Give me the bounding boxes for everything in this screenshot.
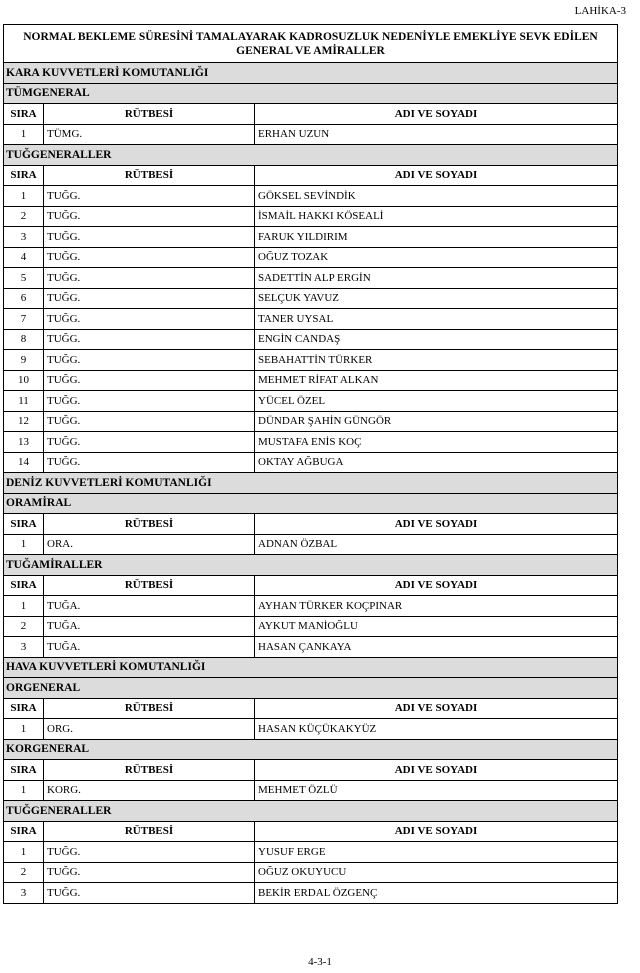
rank-group-title: TÜMGENERAL xyxy=(4,83,618,104)
column-header-row xyxy=(4,514,618,535)
column-header-row xyxy=(4,821,618,842)
row-rank: TUĞG. xyxy=(44,350,255,371)
header-rutbesi: RÜTBESİ xyxy=(44,575,255,596)
row-number: 8 xyxy=(4,329,44,350)
table-row xyxy=(4,329,618,350)
header-sira: SIRA xyxy=(4,760,44,781)
table-row xyxy=(4,370,618,391)
row-rank: TÜMG. xyxy=(44,124,255,145)
row-name: YUSUF ERGE xyxy=(255,842,618,863)
row-rank: TUĞA. xyxy=(44,596,255,617)
row-rank: TUĞG. xyxy=(44,432,255,453)
header-rutbesi: RÜTBESİ xyxy=(44,514,255,535)
row-rank: TUĞG. xyxy=(44,370,255,391)
row-number: 13 xyxy=(4,432,44,453)
table-row xyxy=(4,842,618,863)
row-name: YÜCEL ÖZEL xyxy=(255,391,618,412)
column-header-row xyxy=(4,760,618,781)
rank-group-title: KORGENERAL xyxy=(4,739,618,760)
table-row xyxy=(4,883,618,904)
column-header-row xyxy=(4,698,618,719)
row-name: SEBAHATTİN TÜRKER xyxy=(255,350,618,371)
table-row xyxy=(4,227,618,248)
row-name: SELÇUK YAVUZ xyxy=(255,288,618,309)
title-line-1: NORMAL BEKLEME SÜRESİNİ TAMALAYARAK KADROSUZLUK NEDENİYLE EMEKLİYE SEVK EDİLEN xyxy=(23,30,598,43)
table-row xyxy=(4,350,618,371)
table-row xyxy=(4,309,618,330)
row-name: OĞUZ OKUYUCU xyxy=(255,862,618,883)
rank-group-row xyxy=(4,678,618,699)
header-rutbesi: RÜTBESİ xyxy=(44,760,255,781)
row-rank: TUĞG. xyxy=(44,411,255,432)
header-sira: SIRA xyxy=(4,514,44,535)
annex-label: LAHİKA-3 xyxy=(574,5,626,17)
table-row xyxy=(4,391,618,412)
header-adi-soyadi: ADI VE SOYADI xyxy=(255,698,618,719)
command-row xyxy=(4,63,618,84)
command-name: DENİZ KUVVETLERİ KOMUTANLIĞI xyxy=(4,473,618,494)
row-number: 6 xyxy=(4,288,44,309)
row-rank: TUĞG. xyxy=(44,206,255,227)
row-rank: TUĞG. xyxy=(44,452,255,473)
row-name: OKTAY AĞBUGA xyxy=(255,452,618,473)
row-number: 1 xyxy=(4,596,44,617)
header-rutbesi: RÜTBESİ xyxy=(44,698,255,719)
row-number: 7 xyxy=(4,309,44,330)
row-name: MEHMET ÖZLÜ xyxy=(255,780,618,801)
title-row xyxy=(4,25,618,63)
row-number: 1 xyxy=(4,719,44,740)
row-rank: TUĞG. xyxy=(44,329,255,350)
row-number: 14 xyxy=(4,452,44,473)
row-name: DÜNDAR ŞAHİN GÜNGÖR xyxy=(255,411,618,432)
retirement-list-table xyxy=(3,24,618,904)
row-name: AYHAN TÜRKER KOÇPINAR xyxy=(255,596,618,617)
header-adi-soyadi: ADI VE SOYADI xyxy=(255,165,618,186)
rank-group-row xyxy=(4,145,618,166)
rank-group-title: ORGENERAL xyxy=(4,678,618,699)
row-number: 12 xyxy=(4,411,44,432)
header-adi-soyadi: ADI VE SOYADI xyxy=(255,821,618,842)
rank-group-row xyxy=(4,739,618,760)
rank-group-title: TUĞAMİRALLER xyxy=(4,555,618,576)
row-rank: ORG. xyxy=(44,719,255,740)
row-number: 11 xyxy=(4,391,44,412)
column-header-row xyxy=(4,575,618,596)
row-number: 2 xyxy=(4,206,44,227)
page-number: 4-3-1 xyxy=(308,956,332,968)
column-header-row xyxy=(4,165,618,186)
header-rutbesi: RÜTBESİ xyxy=(44,165,255,186)
row-number: 5 xyxy=(4,268,44,289)
row-name: FARUK YILDIRIM xyxy=(255,227,618,248)
rank-group-row xyxy=(4,801,618,822)
table-row xyxy=(4,124,618,145)
row-rank: TUĞG. xyxy=(44,247,255,268)
table-row xyxy=(4,719,618,740)
row-rank: TUĞG. xyxy=(44,842,255,863)
table-row xyxy=(4,780,618,801)
table-row xyxy=(4,206,618,227)
row-name: ERHAN UZUN xyxy=(255,124,618,145)
row-name: OĞUZ TOZAK xyxy=(255,247,618,268)
rank-group-title: ORAMİRAL xyxy=(4,493,618,514)
row-name: AYKUT MANİOĞLU xyxy=(255,616,618,637)
header-sira: SIRA xyxy=(4,165,44,186)
column-header-row xyxy=(4,104,618,125)
table-row xyxy=(4,186,618,207)
row-rank: TUĞG. xyxy=(44,883,255,904)
row-name: MUSTAFA ENİS KOÇ xyxy=(255,432,618,453)
row-name: TANER UYSAL xyxy=(255,309,618,330)
rank-group-title: TUĞGENERALLER xyxy=(4,145,618,166)
command-row xyxy=(4,657,618,678)
row-name: GÖKSEL SEVİNDİK xyxy=(255,186,618,207)
rank-group-title: TUĞGENERALLER xyxy=(4,801,618,822)
header-adi-soyadi: ADI VE SOYADI xyxy=(255,760,618,781)
row-number: 3 xyxy=(4,883,44,904)
row-number: 1 xyxy=(4,124,44,145)
table-body xyxy=(4,25,618,904)
header-sira: SIRA xyxy=(4,575,44,596)
row-rank: ORA. xyxy=(44,534,255,555)
row-number: 1 xyxy=(4,534,44,555)
row-name: BEKİR ERDAL ÖZGENÇ xyxy=(255,883,618,904)
header-sira: SIRA xyxy=(4,698,44,719)
row-name: ADNAN ÖZBAL xyxy=(255,534,618,555)
table-row xyxy=(4,268,618,289)
command-name: KARA KUVVETLERİ KOMUTANLIĞI xyxy=(4,63,618,84)
document-title xyxy=(4,25,618,63)
table-row xyxy=(4,616,618,637)
row-number: 2 xyxy=(4,616,44,637)
header-sira: SIRA xyxy=(4,104,44,125)
row-rank: TUĞG. xyxy=(44,288,255,309)
header-adi-soyadi: ADI VE SOYADI xyxy=(255,514,618,535)
title-line-2: GENERAL VE AMİRALLER xyxy=(236,44,385,57)
row-number: 3 xyxy=(4,637,44,658)
row-name: HASAN ÇANKAYA xyxy=(255,637,618,658)
row-number: 1 xyxy=(4,842,44,863)
table-row xyxy=(4,432,618,453)
row-number: 3 xyxy=(4,227,44,248)
row-number: 1 xyxy=(4,186,44,207)
rank-group-row xyxy=(4,555,618,576)
row-name: HASAN KÜÇÜKAKYÜZ xyxy=(255,719,618,740)
command-row xyxy=(4,473,618,494)
row-name: SADETTİN ALP ERGİN xyxy=(255,268,618,289)
rank-group-row xyxy=(4,83,618,104)
row-rank: TUĞG. xyxy=(44,391,255,412)
row-rank: TUĞG. xyxy=(44,268,255,289)
row-rank: TUĞA. xyxy=(44,616,255,637)
row-number: 1 xyxy=(4,780,44,801)
row-number: 10 xyxy=(4,370,44,391)
table-row xyxy=(4,534,618,555)
row-rank: TUĞG. xyxy=(44,862,255,883)
row-rank: TUĞG. xyxy=(44,309,255,330)
header-sira: SIRA xyxy=(4,821,44,842)
row-rank: TUĞA. xyxy=(44,637,255,658)
table-row xyxy=(4,637,618,658)
table-row xyxy=(4,862,618,883)
header-rutbesi: RÜTBESİ xyxy=(44,104,255,125)
row-rank: TUĞG. xyxy=(44,186,255,207)
row-name: MEHMET RİFAT ALKAN xyxy=(255,370,618,391)
row-name: ENGİN CANDAŞ xyxy=(255,329,618,350)
row-number: 9 xyxy=(4,350,44,371)
header-rutbesi: RÜTBESİ xyxy=(44,821,255,842)
table-row xyxy=(4,288,618,309)
command-name: HAVA KUVVETLERİ KOMUTANLIĞI xyxy=(4,657,618,678)
table-row xyxy=(4,411,618,432)
row-name: İSMAİL HAKKI KÖSEALİ xyxy=(255,206,618,227)
row-rank: KORG. xyxy=(44,780,255,801)
table-row xyxy=(4,452,618,473)
row-number: 4 xyxy=(4,247,44,268)
rank-group-row xyxy=(4,493,618,514)
table-row xyxy=(4,247,618,268)
row-number: 2 xyxy=(4,862,44,883)
header-adi-soyadi: ADI VE SOYADI xyxy=(255,104,618,125)
header-adi-soyadi: ADI VE SOYADI xyxy=(255,575,618,596)
row-rank: TUĞG. xyxy=(44,227,255,248)
table-row xyxy=(4,596,618,617)
